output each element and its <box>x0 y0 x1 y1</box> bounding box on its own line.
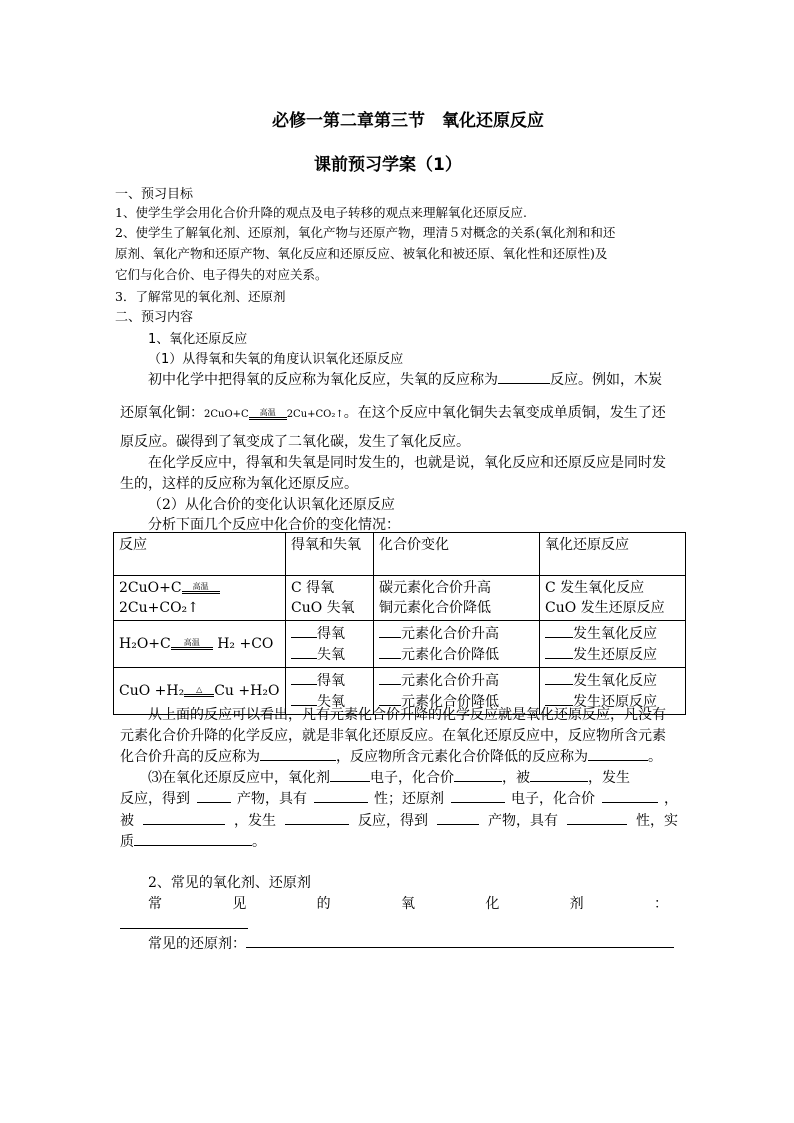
table-intro: 分析下面几个反应中化合价的变化情况： <box>148 517 400 533</box>
reduction: 发生还原反应 <box>573 694 657 710</box>
inline-eq-left: 2CuO+C <box>204 409 249 420</box>
equals-arrow <box>249 409 287 420</box>
eq-condition: △ <box>196 684 203 694</box>
oxygen-gain-row <box>291 623 368 644</box>
blank-input[interactable] <box>437 810 479 825</box>
goal-2-line-3: 它们与化合价、电子得失的对应关系。 <box>115 267 328 282</box>
oxidizer-char: 见 <box>232 896 247 912</box>
paragraph-1-line-3: 原反应。碳得到了氧变成了二氧化碳，发生了氧化反应。 <box>120 434 470 450</box>
eq-right: Cu +H₂O <box>214 683 280 699</box>
blank-input[interactable] <box>545 670 573 685</box>
valence-up-row <box>379 623 534 644</box>
p4-text-d1: 质 <box>120 834 134 850</box>
oxygen-loss: CuO 失氧 <box>291 600 355 616</box>
oxygen-gain-row <box>291 670 368 691</box>
oxidation-row <box>545 670 680 691</box>
double-line <box>184 694 214 697</box>
page-subtitle: 课前预习学案（1） <box>314 155 462 175</box>
header-redox: 氧化还原反应 <box>540 533 686 576</box>
blank-input[interactable] <box>314 788 368 803</box>
blank-input[interactable] <box>291 623 317 638</box>
eq-left: CuO +H₂ <box>119 683 185 699</box>
subsection-valence-view: （2）从化合价的变化认识氧化还原反应 <box>148 497 395 513</box>
redox-cell <box>540 621 686 668</box>
oxygen-cell <box>286 621 374 668</box>
p4-text-b1: 反应，得到 <box>120 791 190 807</box>
valence-up: 元素化合价升高 <box>401 673 499 689</box>
eq-condition: 高温 <box>183 637 200 647</box>
blank-input[interactable] <box>197 788 231 803</box>
oxidation: 发生氧化反应 <box>573 673 657 689</box>
oxidation: 发生氧化反应 <box>573 626 657 642</box>
eq-left: 2CuO+C <box>119 580 182 596</box>
p4-text-c3: 反应，得到 <box>358 813 428 829</box>
oxygen-gain: 得氧 <box>317 626 345 642</box>
valence-down: 元素化合价降低 <box>401 647 499 663</box>
section-heading-goals: 一、预习目标 <box>115 187 194 202</box>
p4-text-b4: 电子，化合价 <box>511 791 595 807</box>
goal-3: 3．了解常见的氧化剂、还原剂 <box>115 289 286 304</box>
equals-arrow <box>171 639 213 650</box>
common-reducers-label: 常见的还原剂： <box>148 936 246 952</box>
table-row <box>114 621 686 668</box>
blank-input[interactable] <box>143 810 225 825</box>
blank-input[interactable] <box>602 788 658 803</box>
page-title: 必修一第二章第三节 氧化还原反应 <box>272 111 544 131</box>
double-line <box>249 417 287 420</box>
valence-up-row <box>379 670 534 691</box>
common-reducers-blank[interactable] <box>246 933 674 948</box>
p4-text-b3: 性；还原剂 <box>374 791 444 807</box>
reaction-cell <box>114 576 286 621</box>
p4-text-a3: ，被 <box>502 770 530 786</box>
blank-input[interactable] <box>451 788 505 803</box>
inline-equation <box>204 409 344 420</box>
table-header-row <box>114 533 686 576</box>
header-oxygen: 得氧和失氧 <box>286 533 374 576</box>
oxygen-loss: 失氧 <box>317 694 345 710</box>
paragraph-1-text-a: 初中化学中把得氧的反应称为氧化反应，失氧的反应称为 <box>148 372 498 388</box>
blank-reduction-reaction[interactable] <box>498 369 550 384</box>
paragraph-1-line-2 <box>120 402 666 422</box>
p4-text-d2: 。 <box>252 834 266 850</box>
equals-arrow <box>184 686 214 697</box>
reduction-row <box>545 644 680 665</box>
oxidation-row <box>545 623 680 644</box>
oxygen-gain: C 得氧 <box>291 580 335 596</box>
paragraph-4-line-3 <box>120 810 678 830</box>
valence-up: 碳元素化合价升高 <box>379 580 491 596</box>
p4-text-c5: 性，实 <box>636 813 678 829</box>
eq-right: H₂ +CO <box>217 636 274 652</box>
subsection-common-agents: 2、常见的氧化剂、还原剂 <box>148 875 311 891</box>
reduction: 发生还原反应 <box>573 647 657 663</box>
goal-2-line-1: 2、使学生了解氧化剂、还原剂，氧化产物与还原产物，理清５对概念的关系(氧化剂和和还 <box>115 225 616 240</box>
blank-input[interactable] <box>567 810 627 825</box>
valence-up: 元素化合价升高 <box>401 626 499 642</box>
oxidation: C 发生氧化反应 <box>545 580 645 596</box>
p4-text-a4: ，发生 <box>588 770 630 786</box>
subsection-oxygen-view: （1）从得氧和失氧的角度认识氧化还原反应 <box>148 352 404 367</box>
redox-cell <box>540 576 686 621</box>
oxygen-gain: 得氧 <box>317 673 345 689</box>
header-valence: 化合价变化 <box>374 533 540 576</box>
blank-input[interactable] <box>134 831 252 846</box>
blank-reduction-reaction-2[interactable] <box>588 746 648 761</box>
oxidizer-char: 氧 <box>400 896 415 912</box>
blank-input[interactable] <box>330 767 370 782</box>
valence-down-row <box>379 644 534 665</box>
paragraph-1-text-d: 。在这个反应中氧化铜失去氧变成单质铜，发生了还 <box>343 405 666 421</box>
header-reaction: 反应 <box>114 533 286 576</box>
inline-eq-condition: 高温 <box>259 408 276 417</box>
valence-cell <box>374 576 540 621</box>
reaction-cell <box>114 621 286 668</box>
blank-input[interactable] <box>379 670 401 685</box>
blank-input[interactable] <box>379 644 401 659</box>
eq-left: H₂O+C <box>119 636 171 652</box>
valence-down: 铜元素化合价降低 <box>379 600 491 616</box>
paragraph-1-line-1 <box>148 369 662 389</box>
goal-1: 1、使学生学会用化合价升降的观点及电子转移的观点来理解氧化还原反应. <box>115 205 527 220</box>
p4-text-c4: 产物，具有 <box>488 813 558 829</box>
valence-change-table <box>113 532 686 715</box>
inline-eq-right: 2Cu+CO₂↑ <box>286 409 344 420</box>
paragraph-1-text-c: 还原氧化铜： <box>120 405 204 421</box>
blank-input[interactable] <box>530 767 588 782</box>
common-oxidizers-blank[interactable] <box>120 914 248 929</box>
goal-2-line-2: 原剂、氧化产物和还原产物、氧化反应和还原反应、被氧化和被还原、氧化性和还原性)及 <box>115 246 608 261</box>
p4-text-b2: 产物，具有 <box>237 791 307 807</box>
p4-text-c1: 被 <box>120 813 134 829</box>
blank-input[interactable] <box>454 767 502 782</box>
blank-input[interactable] <box>545 623 573 638</box>
blank-input[interactable] <box>379 623 401 638</box>
blank-input[interactable] <box>545 644 573 659</box>
oxygen-loss-row <box>291 644 368 665</box>
paragraph-4-line-2 <box>120 788 678 808</box>
section-heading-content: 二、预习内容 <box>115 310 194 325</box>
oxidizer-char: 的 <box>316 896 331 912</box>
reduction: CuO 发生还原反应 <box>545 600 665 616</box>
double-line <box>171 647 213 650</box>
paragraph-3-text-c1: 化合价升高的反应称为 <box>120 749 260 765</box>
equals-arrow <box>182 583 220 594</box>
double-line <box>182 591 220 594</box>
p4-text-c2: ，发生 <box>234 813 276 829</box>
p4-text-a2: 电子，化合价 <box>370 770 454 786</box>
paragraph-3-line-2: 元素化合价升降的化学反应，就是非氧化还原反应。在氧化还原反应中，反应物所含元素 <box>120 728 666 744</box>
paragraph-2-line-2: 生的，这样的反应称为氧化还原反应。 <box>120 476 358 492</box>
paragraph-4-line-4 <box>120 831 266 851</box>
blank-oxidation-reaction[interactable] <box>260 746 336 761</box>
oxygen-loss: 失氧 <box>317 647 345 663</box>
table-row <box>114 576 686 621</box>
paragraph-2-line-1: 在化学反应中，得氧和失氧是同时发生的，也就是说，氧化反应和还原反应是同时发 <box>148 455 666 471</box>
blank-input[interactable] <box>291 670 317 685</box>
p4-text-a1: ⑶在氧化还原反应中，氧化剂 <box>148 770 330 786</box>
paragraph-4-line-1 <box>148 767 630 787</box>
oxidizer-char: 剂 <box>569 896 584 912</box>
p4-text-b5: ， <box>664 791 678 807</box>
blank-input[interactable] <box>291 644 317 659</box>
blank-input[interactable] <box>285 810 349 825</box>
oxidizer-char: 常 <box>148 896 162 912</box>
common-oxidizers-label <box>148 893 668 913</box>
paragraph-3-line-1: 从上面的反应可以看出，凡有元素化合价升降的化学反应就是氧化还原反应，凡没有 <box>148 707 666 723</box>
paragraph-3-text-c2: ，反应物所含元素化合价降低的反应称为 <box>336 749 588 765</box>
paragraph-3-text-c3: 。 <box>648 749 662 765</box>
common-reducers-line <box>148 933 674 953</box>
valence-down: 元素化合价降低 <box>401 694 499 710</box>
paragraph-3-line-3 <box>120 746 662 766</box>
paragraph-1-text-b: 反应。例如，木炭 <box>550 372 662 388</box>
oxygen-cell <box>286 576 374 621</box>
oxidizer-char: 化 <box>485 896 500 912</box>
subsection-redox: 1、氧化还原反应 <box>148 332 248 347</box>
oxidizer-char: ： <box>653 896 668 912</box>
eq-condition: 高温 <box>192 581 209 591</box>
eq-right: 2Cu+CO₂↑ <box>119 600 199 616</box>
valence-cell <box>374 621 540 668</box>
